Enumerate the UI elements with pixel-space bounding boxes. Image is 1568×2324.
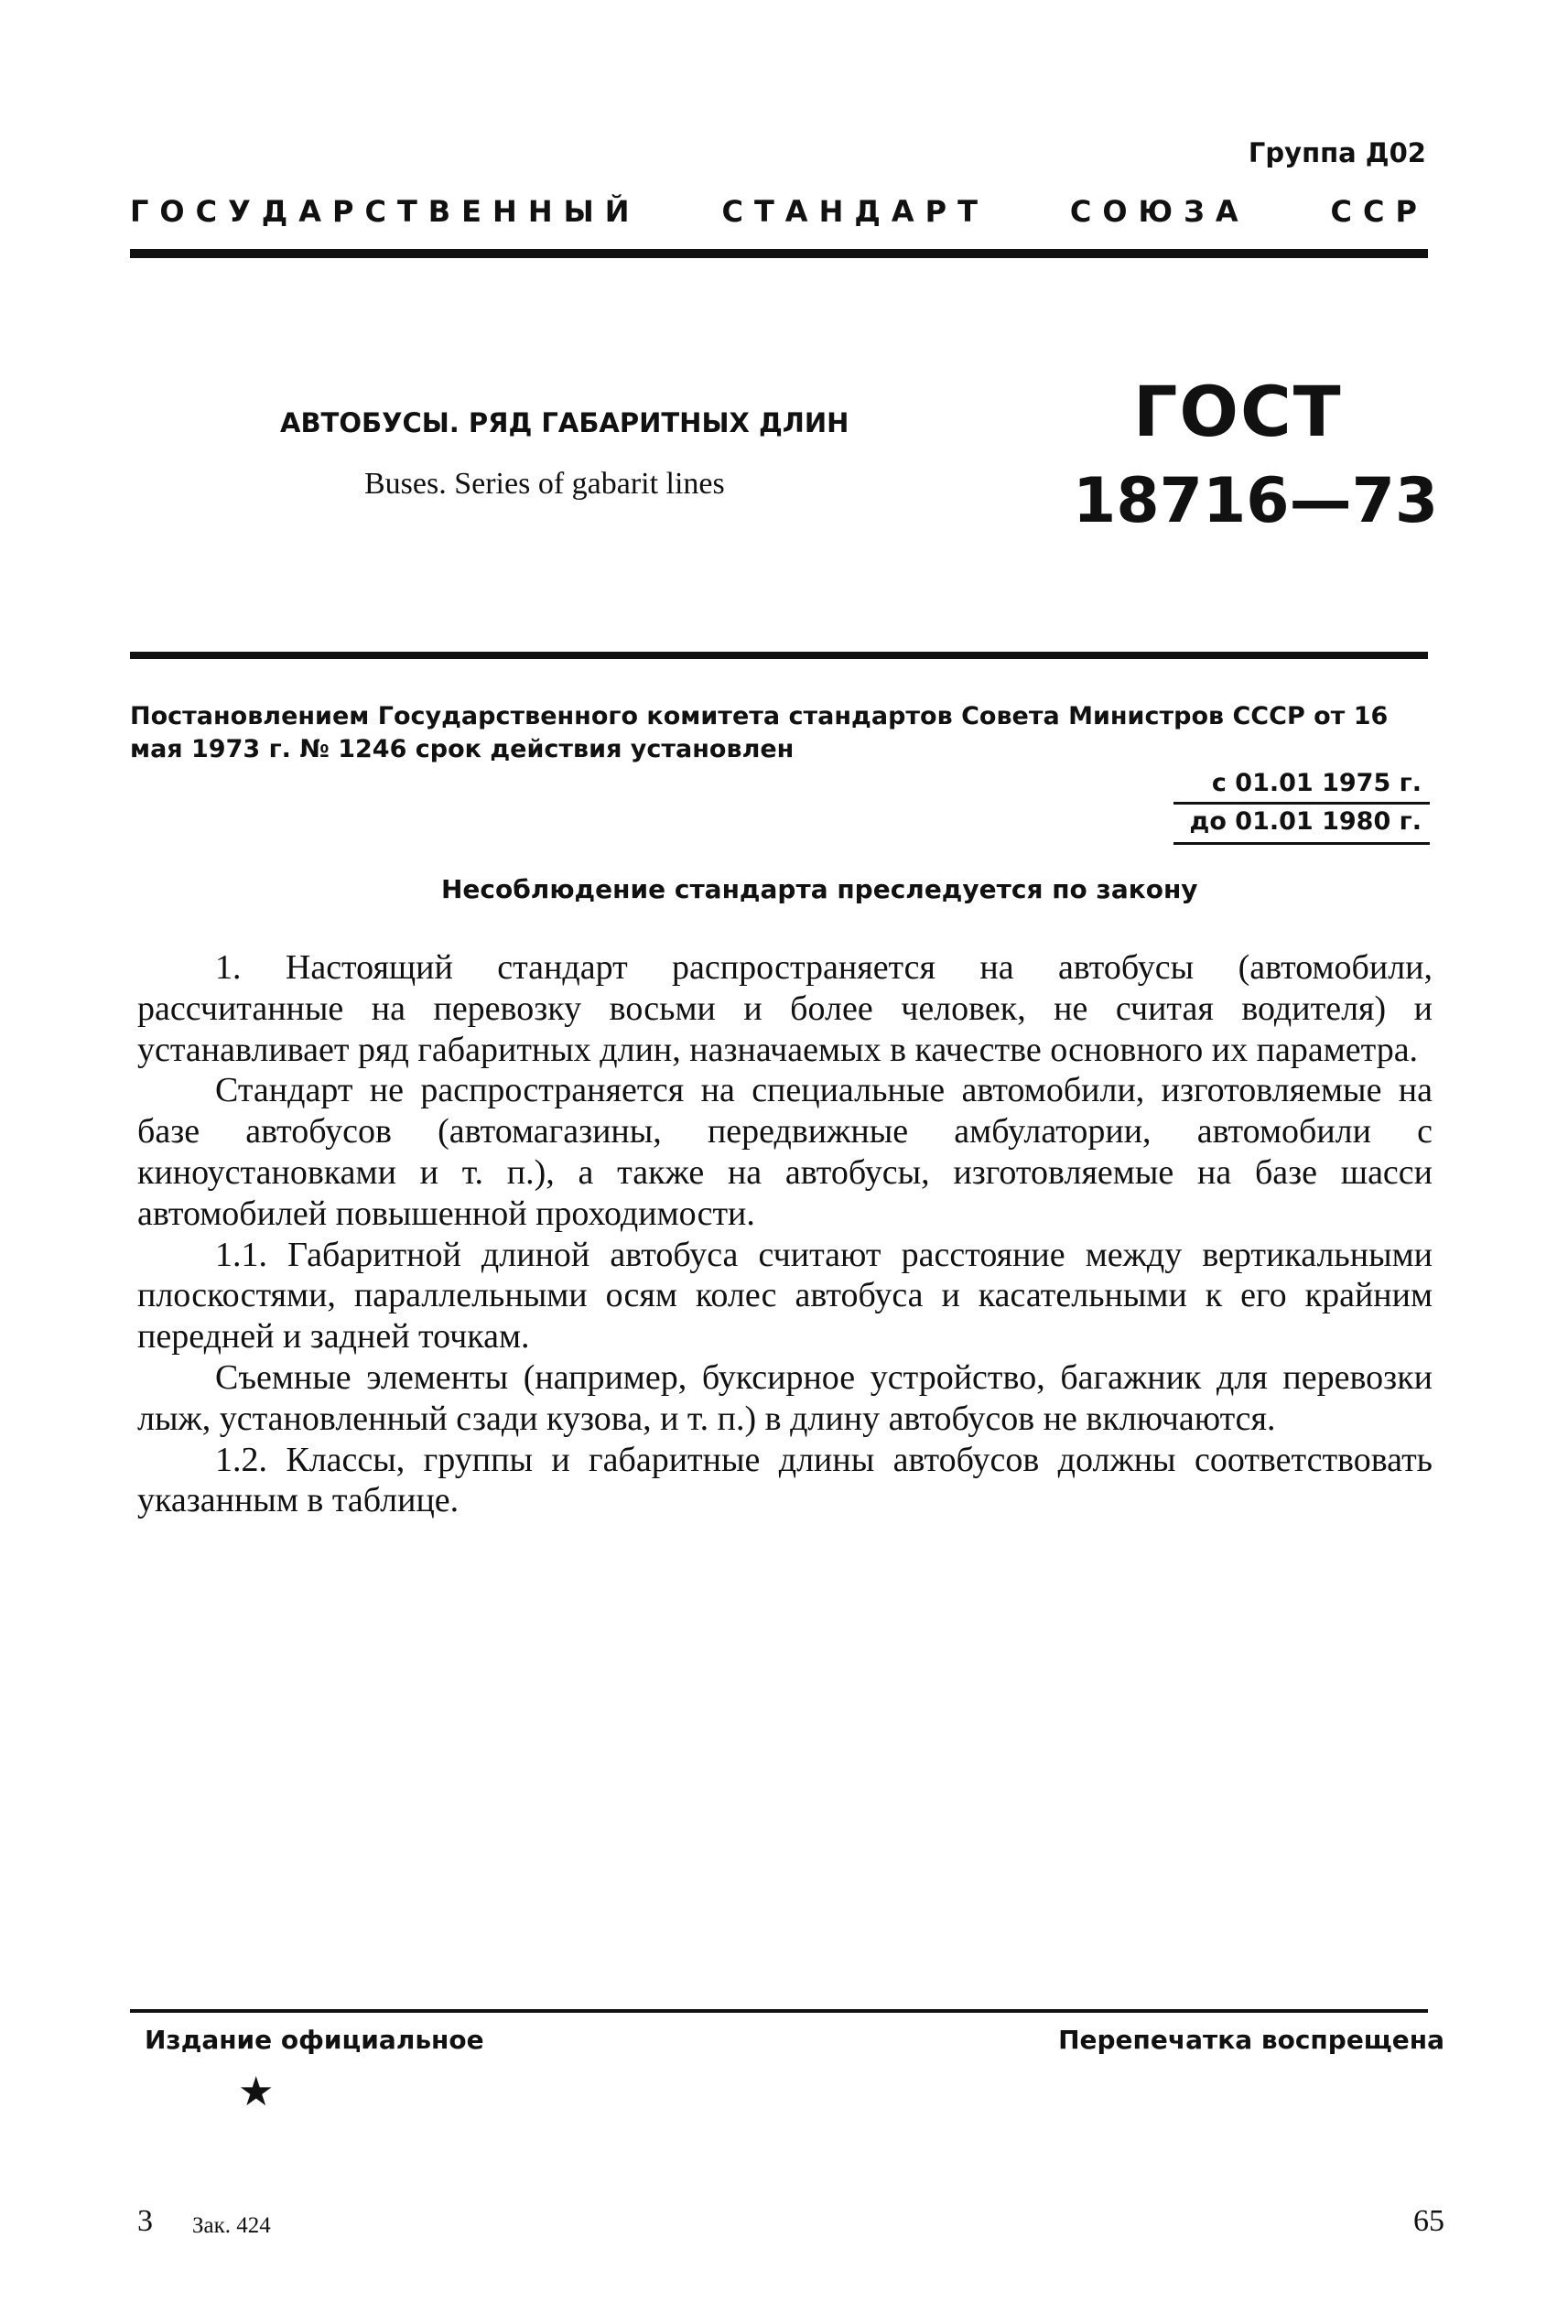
reprint-prohibited: Перепечатка воспрещена bbox=[1058, 2025, 1444, 2055]
effective-to: до 01.01 1980 г. bbox=[1189, 807, 1422, 836]
document-body bbox=[137, 947, 1433, 1521]
star-icon: ★ bbox=[238, 2069, 275, 2115]
standard-header bbox=[130, 194, 1428, 229]
header-word-2: СТАНДАРТ bbox=[721, 194, 989, 229]
header-word-3: СОЮЗА bbox=[1069, 194, 1249, 229]
title-russian: АВТОБУСЫ. РЯД ГАБАРИТНЫХ ДЛИН bbox=[280, 407, 849, 438]
paragraph-removable-elements: Съемные элементы (например, буксирное устройство, багажник для перевозки лыж, установленный сзади кузова, и т. п.) в длину автобусов не включаются. bbox=[137, 1357, 1433, 1438]
gost-label: ГОСТ bbox=[1133, 371, 1343, 452]
page-number: 65 bbox=[1413, 2204, 1444, 2238]
paragraph-exclusions: Стандарт не распространяется на специальные автомобили, изготовляемые на базе автобусов (автомагазины, передвижные амбулатории, автомобили с киноустановками и т. п.), а также на автобусы, изготовляемые на базе шасси автомобилей повышенной проходимости. bbox=[137, 1071, 1433, 1233]
order-number: Зак. 424 bbox=[192, 2213, 271, 2238]
header-word-1: ГОСУДАРСТВЕННЫЙ bbox=[130, 194, 641, 229]
penalty-notice: Несоблюдение стандарта преследуется по закону bbox=[441, 874, 1198, 904]
paragraph-classes: 1.2. Классы, группы и габаритные длины автобусов должны соответствовать указанным в таблице. bbox=[137, 1440, 1433, 1520]
decree-text: Постановлением Государственного комитета стандартов Совета Министров СССР от 16 мая 1973 г. № 1246 срок действия установлен bbox=[130, 702, 1389, 763]
date-underline-2 bbox=[1173, 842, 1430, 845]
title-divider bbox=[130, 652, 1428, 659]
effective-from: с 01.01 1975 г. bbox=[1211, 769, 1422, 797]
paragraph-scope: 1. Настоящий стандарт распространяется на автобусы (автомобили, рассчитанные на перевозку восьми и более человек, не считая водителя) и устанавливает ряд габаритных длин, назначаемых в качестве основного их параметра. bbox=[137, 948, 1433, 1069]
group-code: Группа Д02 bbox=[1248, 137, 1426, 168]
footer-divider bbox=[130, 2009, 1428, 2013]
title-english: Buses. Series of gabarit lines bbox=[364, 467, 725, 501]
date-underline-1 bbox=[1173, 802, 1430, 805]
header-word-4: ССР bbox=[1330, 194, 1428, 229]
sheet-number: 3 bbox=[137, 2204, 153, 2238]
gost-number: 18716—73 bbox=[1073, 465, 1439, 537]
official-edition: Издание официальное bbox=[145, 2025, 484, 2055]
header-divider bbox=[130, 249, 1428, 258]
paragraph-length-definition: 1.1. Габаритной длиной автобуса считают расстояние между вертикальными плоскостями, параллельными осям колес автобуса и касательными к его крайним передней и задней точкам. bbox=[137, 1235, 1433, 1357]
